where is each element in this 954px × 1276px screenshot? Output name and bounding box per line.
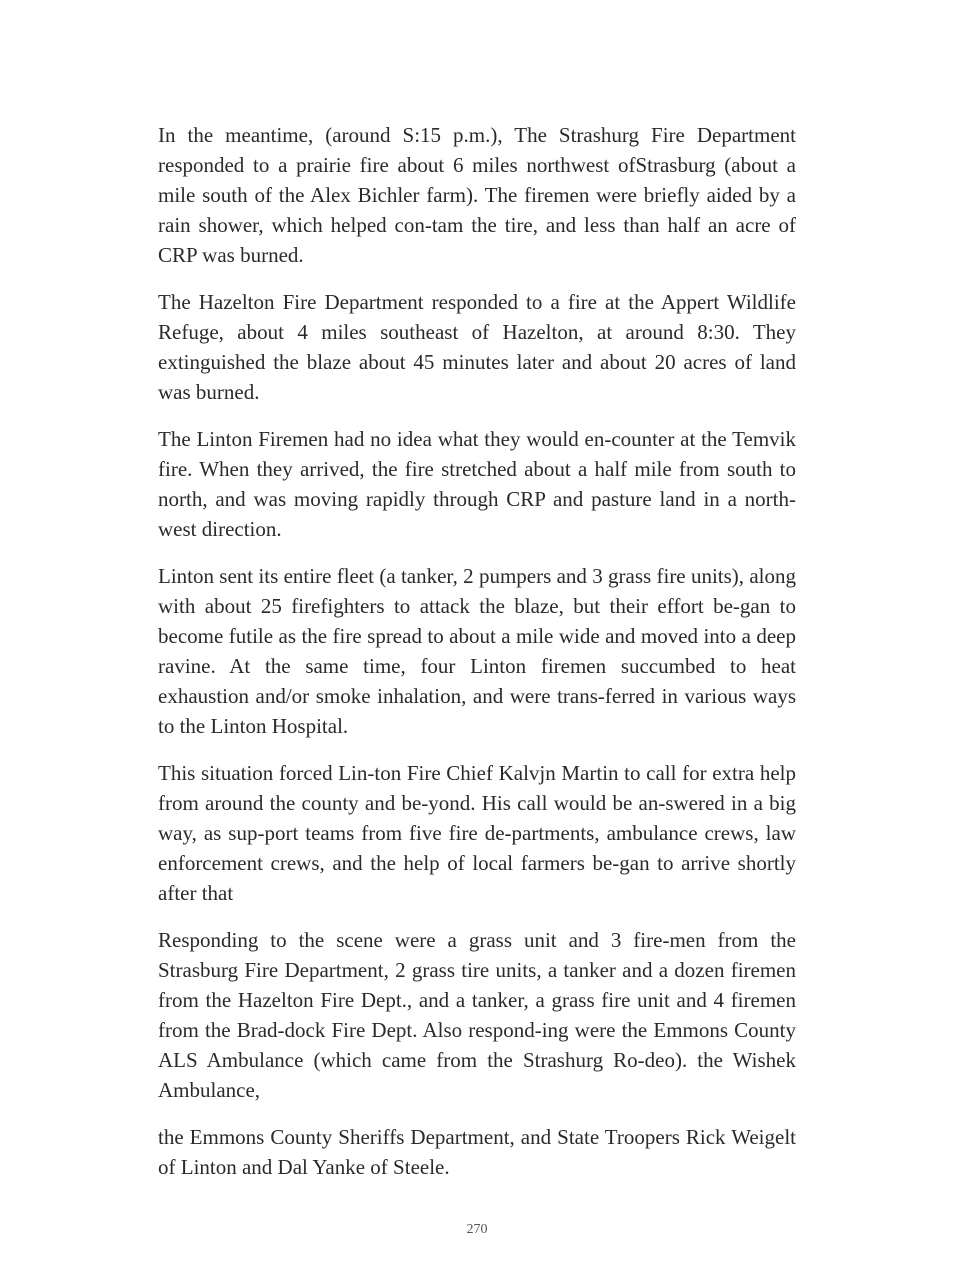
paragraph-strasburg-fire: In the meantime, (around S:15 p.m.), The Strashurg Fire Department responded to a prairie fire about 6 miles northwest ofStrasburg (about a mile south of the Alex Bichler farm). The firemen were briefly aided by a rain shower, which helped con-tam the tire, and less than half an acre of CRP was burned.: [158, 123, 796, 267]
paragraph-linton-fleet: Linton sent its entire fleet (a tanker, 2 pumpers and 3 grass fire units), along with about 25 firefighters to attack the blaze, but their effort be-gan to become futile as the fire spread to about a mile wide and moved into a deep ravine. At the same time, four Linton firemen succumbed to heat exhaustion and/or smoke inhalation, and were trans-ferred in various ways to the Linton Hospital.: [158, 564, 796, 738]
paragraph-temvik-fire: The Linton Firemen had no idea what they would en-counter at the Temvik fire. When they arrived, the fire stretched about a half mile from south to north, and was moving rapidly through CRP and pasture land in a north-west direction.: [158, 427, 796, 541]
paragraph-hazelton-fire: The Hazelton Fire Department responded to a fire at the Appert Wildlife Refuge, about 4 miles southeast of Hazelton, at around 8:30. They extinguished the blaze about 45 minutes later and about 20 acres of land was burned.: [158, 290, 796, 404]
paragraph-responders: Responding to the scene were a grass unit and 3 fire-men from the Strasburg Fire Department, 2 grass tire units, a tanker and a dozen firemen from the Hazelton Fire Dept., and a tanker, a grass fire unit and 4 firemen from the Brad-dock Fire Dept. Also respond-ing were the Emmons County ALS Ambulance (which came from the Strashurg Ro-deo). the Wishek Ambulance,: [158, 928, 796, 1102]
paragraph-law-enforcement: the Emmons County Sheriffs Department, and State Troopers Rick Weigelt of Linton and Dal Yanke of Steele.: [158, 1125, 796, 1179]
paragraph-call-for-help: This situation forced Lin-ton Fire Chief Kalvjn Martin to call for extra help from around the county and be-yond. His call would be an-swered in a big way, as sup-port teams from five fire de-partments, ambulance crews, law enforcement crews, and the help of local farmers be-gan to arrive shortly after that: [158, 761, 796, 905]
page-number: 270: [466, 1222, 488, 1237]
body-text: [158, 120, 796, 1199]
